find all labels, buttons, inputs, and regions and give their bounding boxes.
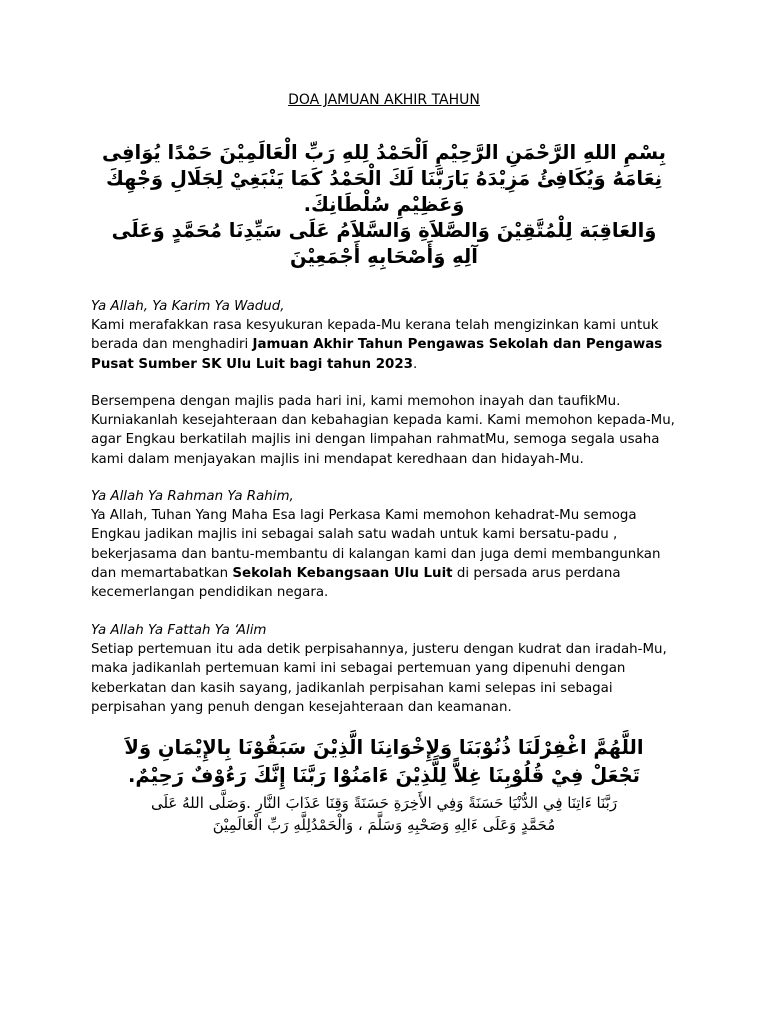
paragraph-3-text: Ya Allah, Tuhan Yang Maha Esa lagi Perkasa Kami memohon kehadrat-Mu semoga Engkau jadikan majlis ini sebagai salah satu wadah untuk kami bersatu-padu , bekerjasama dan bantu-membantu di kalangan kami dan juga demi membangunkan dan memartabatkan <box>91 508 661 581</box>
arabic-final-line-1: رَبَّنَا ءَاتِنَا فِي الدُّنْيَا حَسَنَةً وَفِي الأَخِرَةِ حَسَنَةً وَقِنَا عَذَابَ النَّارِ .وَصَلَّى اللهُ عَلَى <box>150 794 618 812</box>
arabic-closing-prayer <box>88 734 680 790</box>
arabic-opening-line-5: آلِهِ وَأَصْحَابِهِ أَجْمَعِيْنَ <box>290 245 478 268</box>
invocation-1: Ya Allah, Ya Karim Ya Wadud, <box>91 299 285 314</box>
arabic-opening-line-4: وَالعَاقِبَة لِلْمُتَّقِيْنَ وَالصَّلاَةِ وَالسَّلاَمُ عَلَى سَيِّدِنَا مُحَمَّدٍ وَعَلَى <box>111 219 657 242</box>
invocation-3: Ya Allah Ya Fattah Ya ‘Alim <box>91 623 267 638</box>
arabic-opening-line-1: بِسْمِ اللهِ الرَّحْمَنِ الرَّحِيْمِ اَلْحَمْدُ لِلهِ رَبِّ الْعَالَمِيْنَ حَمْدًا يُوَافِى <box>102 141 666 164</box>
paragraph-2-text: Bersempena dengan majlis pada hari ini, kami memohon inayah dan taufikMu. Kurniakanlah kesejahteraan dan kebahagian kepada kami. Kami memohon kepada-Mu, agar Engkau berkatilah majlis ini dengan limpahan rahmatMu, semoga segala usaha kami dalam menjayakan majlis ini mendapat keredhaan dan hidayah-Mu. <box>91 394 675 467</box>
school-name: Sekolah Kebangsaan Ulu Luit <box>232 565 453 581</box>
arabic-final-prayer <box>88 792 680 836</box>
arabic-opening-line-3: وَعَظِيْمِ سُلْطَانِكَ. <box>303 193 465 216</box>
arabic-final-line-2: مُحَمَّدٍ وَعَلَى ءَالِهِ وَصَحْبِهِ وَسَلَّمَ ، وَالْحَمْدُلِلَّهِ رَبِّ الْعَالَمِيْنَ <box>212 816 556 834</box>
paragraph-3-end: di persada arus perdana kecemerlangan pendidikan negara. <box>91 565 621 601</box>
invocation-2: Ya Allah Ya Rahman Ya Rahim, <box>91 489 294 504</box>
event-name: Jamuan Akhir Tahun Pengawas Sekolah dan Pengawas Pusat Sumber SK Ulu Luit bagi tahun 2023 <box>91 337 663 372</box>
arabic-opening-line-2: نِعَامَهُ وَيُكَافِئُ مَزِيْدَهُ يَارَبَّنَا لَكَ الْحَمْدُ كَمَا يَنْبَغِيْ لِجَلَالِ وَجْهِكَ <box>105 167 663 190</box>
arabic-opening-prayer <box>88 140 680 270</box>
paragraph-3-body <box>91 506 686 602</box>
paragraph-1-end: . <box>412 356 418 372</box>
arabic-closing-line-1: اللَّهُمَّ اغْفِرْلَنَا ذُنُوْبَنَا وَلِإِخْوَانِنَا الَّذِيْنَ سَبَقُوْنَا بِالإِيْمَانِ وَلاَ <box>124 736 644 759</box>
paragraph-4-text: Setiap pertemuan itu ada detik perpisahannya, justeru dengan kudrat dan iradah-Mu, maka jadikanlah pertemuan kami ini sebagai pertemuan yang dipenuhi dengan keberkatan dan kasih sayang, jadikanlah perpisahan kami selepas ini sebagai perpisahan yang penuh dengan kesejahteraan dan keamanan. <box>91 642 667 715</box>
paragraph-2 <box>91 392 686 469</box>
paragraph-1-text: Kami merafakkan rasa kesyukuran kepada-Mu kerana telah mengizinkan kami untuk berada dan menghadiri <box>91 318 659 353</box>
paragraph-1 <box>91 297 686 374</box>
paragraph-3 <box>91 487 686 602</box>
paragraph-1-body <box>91 316 686 374</box>
arabic-closing-line-2: تَجْعَلْ فِيْ قُلُوْبِنَا غِلاًّ لِلَّذِيْنَ ءَامَنُوْا رَبَّنَا إِنَّكَ رَءُوْفٌ رَحِيْمٌ. <box>128 764 640 787</box>
paragraph-4 <box>91 621 686 717</box>
document-title: DOA JAMUAN AKHIR TAHUN <box>288 92 480 108</box>
